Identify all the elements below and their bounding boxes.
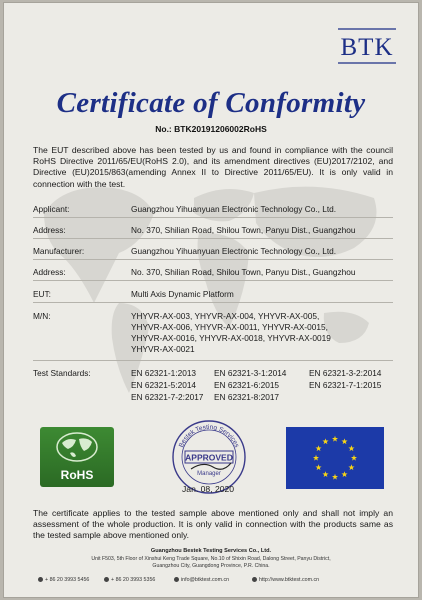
manufacturer-value: Guangzhou Yihuanyuan Electronic Technology Co., Ltd. (131, 246, 337, 256)
eut-value: Multi Axis Dynamic Platform (131, 289, 234, 299)
cert-no-label: No.: (155, 124, 172, 134)
address2-value: No. 370, Shilian Road, Shilou Town, Panyu Dist., Guangzhou (131, 267, 356, 277)
divider (33, 302, 393, 303)
rohs-logo (40, 427, 114, 487)
address1-value: No. 370, Shilian Road, Shilou Town, Panyu Dist., Guangzhou (131, 225, 356, 235)
standard-item: EN 62321-7-1:2015 (309, 380, 382, 390)
rohs-text: RoHS (60, 468, 94, 482)
applicant-value: Guangzhou Yihuanyuan Electronic Technology Co., Ltd. (131, 204, 337, 214)
seal-top-text: Bestek Testing Services (177, 423, 241, 449)
divider (33, 238, 393, 239)
standard-item: EN 62321-3-1:2014 (214, 368, 287, 378)
issuer-address-line: Unit F503, 5th Floor of Xinshui Keng Trade Square, No.10 of Shixin Road, Dalong Street, Panyu District, (91, 556, 331, 562)
issue-date: Jan. 08, 2020 (182, 484, 235, 494)
standard-item: EN 62321-5:2014 (131, 380, 197, 390)
divider (33, 259, 393, 260)
intro-paragraph: The EUT described above has been tested by us and found in compliance with the council RoHS Directive 2011/65/EU(RoHS 2.0), and its amendment directives (EU)2017/2102, and Directive (EU)2015/863(amending Annex II to Directive 2011/65/EU). It is only valid in connection with the test. (33, 145, 393, 189)
seal-bottom-text: Manager (197, 471, 221, 477)
phone-number: + 86 20 3993 5456 (45, 577, 90, 583)
address1-label: Address: (33, 225, 66, 235)
issuer-company: Guangzhou Bestek Testing Services Co., Ltd. (150, 548, 272, 554)
eut-label: EUT: (33, 289, 51, 299)
standard-item: EN 62321-8:2017 (214, 392, 280, 402)
address2-label: Address: (33, 267, 66, 277)
email-item[interactable] (174, 577, 229, 583)
phone-icon (38, 577, 43, 582)
website-link[interactable]: http://www.btktest.com.cn (259, 577, 320, 583)
standard-item: EN 62321-6:2015 (214, 380, 280, 390)
issuer-address-line: Guangzhou City, Guangdong Province, P.R. China. (152, 563, 270, 569)
standards-label: Test Standards: (33, 368, 91, 378)
email-link[interactable]: info@btktest.com.cn (181, 577, 230, 583)
seal-center-text: APPROVED (185, 452, 233, 463)
mn-line: YHYVR-AX-006, YHYVR-AX-0011, YHYVR-AX-0015, (131, 322, 328, 332)
btk-logo: BTK (340, 34, 394, 61)
certificate-page (4, 3, 418, 597)
globe-icon (252, 577, 257, 582)
standard-item: EN 62321-7-2:2017 (131, 392, 204, 402)
email-icon (174, 577, 179, 582)
applicant-label: Applicant: (33, 204, 70, 214)
rohs-globe-icon (54, 431, 100, 463)
standard-item: EN 62321-1:2013 (131, 368, 197, 378)
mn-label: M/N: (33, 311, 51, 321)
certificate-number (4, 124, 418, 134)
web-item[interactable] (252, 577, 319, 583)
validity-note: The certificate applies to the tested sample above mentioned only and shall not imply an assessment of the whole production. It is only valid in connection with the products same as the tested sample above mentioned only. (33, 508, 393, 541)
cert-no-value: BTK20191206002RoHS (174, 124, 267, 134)
mn-line: YHYVR-AX-003, YHYVR-AX-004, YHYVR-AX-005, (131, 311, 320, 321)
divider (33, 280, 393, 281)
eu-flag-icon (286, 427, 384, 489)
mn-line: YHYVR-AX-0016, YHYVR-AX-0018, YHYVR-AX-0019 (131, 333, 331, 343)
manufacturer-label: Manufacturer: (33, 246, 85, 256)
standard-item: EN 62321-3-2:2014 (309, 368, 382, 378)
divider (33, 360, 393, 361)
fax-icon (104, 577, 109, 582)
issuer-address (4, 556, 418, 570)
certificate-title: Certificate of Conformity (56, 87, 366, 119)
divider (33, 217, 393, 218)
fax-number: + 86 20 3993 5356 (111, 577, 156, 583)
fax-item (104, 577, 155, 583)
mn-line: YHYVR-AX-0021 (131, 344, 195, 354)
phone-item (38, 577, 89, 583)
